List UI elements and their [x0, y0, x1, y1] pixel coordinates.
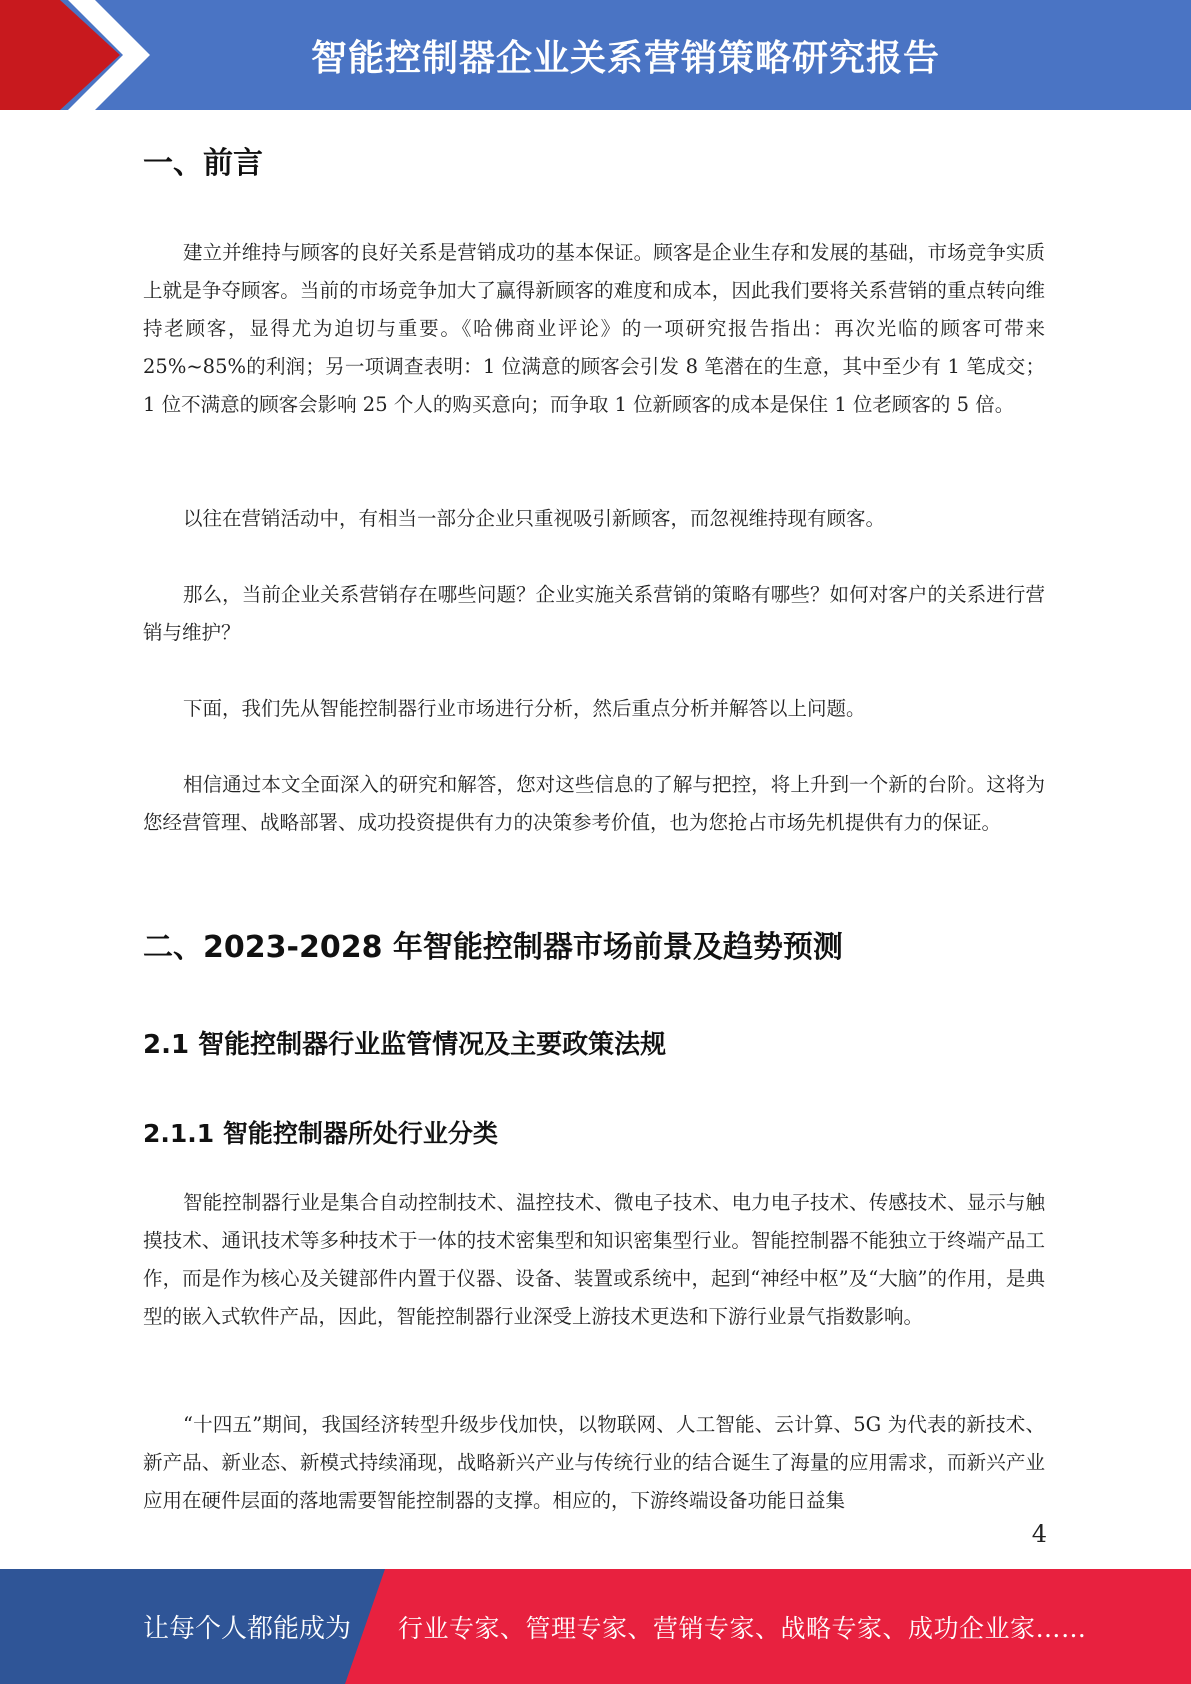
page-number: 4	[1031, 1520, 1047, 1548]
paragraph-intro-5: 相信通过本文全面深入的研究和解答，您对这些信息的了解与把控，将上升到一个新的台阶。这将为您经营管理、战略部署、成功投资提供有力的决策参考价值，也为您抢占市场先机提供有力的保证。	[143, 773, 1045, 834]
report-title: 智能控制器企业关系营销策略研究报告	[310, 37, 940, 79]
paragraph-industry-classification: 智能控制器行业是集合自动控制技术、温控技术、微电子技术、电力电子技术、传感技术、显示与触摸技术、通讯技术等多种技术于一体的技术密集型和知识密集型行业。智能控制器不能独立于终端产品工作，而是作为核心及关键部件内置于仪器、设备、装置或系统中，起到“神经中枢”及“大脑”的作用，是典型的嵌入式软件产品，因此，智能控制器行业深受上游技术更迭和下游行业景气指数影响。	[143, 1191, 1045, 1328]
section-2-heading: 二、2023-2028 年智能控制器市场前景及趋势预测	[143, 930, 843, 965]
paragraph-intro-2: 以往在营销活动中，有相当一部分企业只重视吸引新顾客，而忽视维持现有顾客。	[183, 507, 886, 530]
subsection-2-1-heading: 2.1 智能控制器行业监管情况及主要政策法规	[143, 1030, 667, 1060]
paragraph-intro-4: 下面，我们先从智能控制器行业市场进行分析，然后重点分析并解答以上问题。	[183, 697, 866, 720]
paragraph-fourteenth-five-year: “十四五”期间，我国经济转型升级步伐加快，以物联网、人工智能、云计算、5G 为代表的新技术、新产品、新业态、新模式持续涌现，战略新兴产业与传统行业的结合诞生了海量的应用需求，而新兴产业应用在硬件层面的落地需要智能控制器的支撑。相应的，下游终端设备功能日益集	[143, 1413, 1045, 1512]
footer-slogan-left: 让每个人都能成为	[143, 1614, 352, 1644]
paragraph-intro-1: 建立并维持与顾客的良好关系是营销成功的基本保证。顾客是企业生存和发展的基础，市场竞争实质上就是争夺顾客。当前的市场竞争加大了赢得新顾客的难度和成本，因此我们要将关系营销的重点转向维持老顾客，显得尤为迫切与重要。《哈佛商业评论》的一项研究报告指出：再次光临的顾客可带来 25%~85%的利润；另一项调查表明：1 位满意的顾客会引发 8 笔潜在的生意，其中至少有 1 笔成交；1 位不满意的顾客会影响 25 个人的购买意向；而争取 1 位新顾客的成本是保住 1 位老顾客的 5 倍。	[143, 241, 1045, 416]
subsection-2-1-1-heading: 2.1.1 智能控制器所处行业分类	[143, 1119, 498, 1148]
paragraph-intro-3: 那么，当前企业关系营销存在哪些问题？企业实施关系营销的策略有哪些？如何对客户的关系进行营销与维护？	[143, 583, 1045, 644]
footer-slogan-right: 行业专家、管理专家、营销专家、战略专家、成功企业家……	[398, 1613, 1087, 1643]
header-arrow-decoration	[0, 0, 160, 110]
header-banner	[0, 0, 1191, 110]
footer-banner	[0, 1569, 1191, 1684]
section-1-heading: 一、前言	[143, 146, 263, 181]
